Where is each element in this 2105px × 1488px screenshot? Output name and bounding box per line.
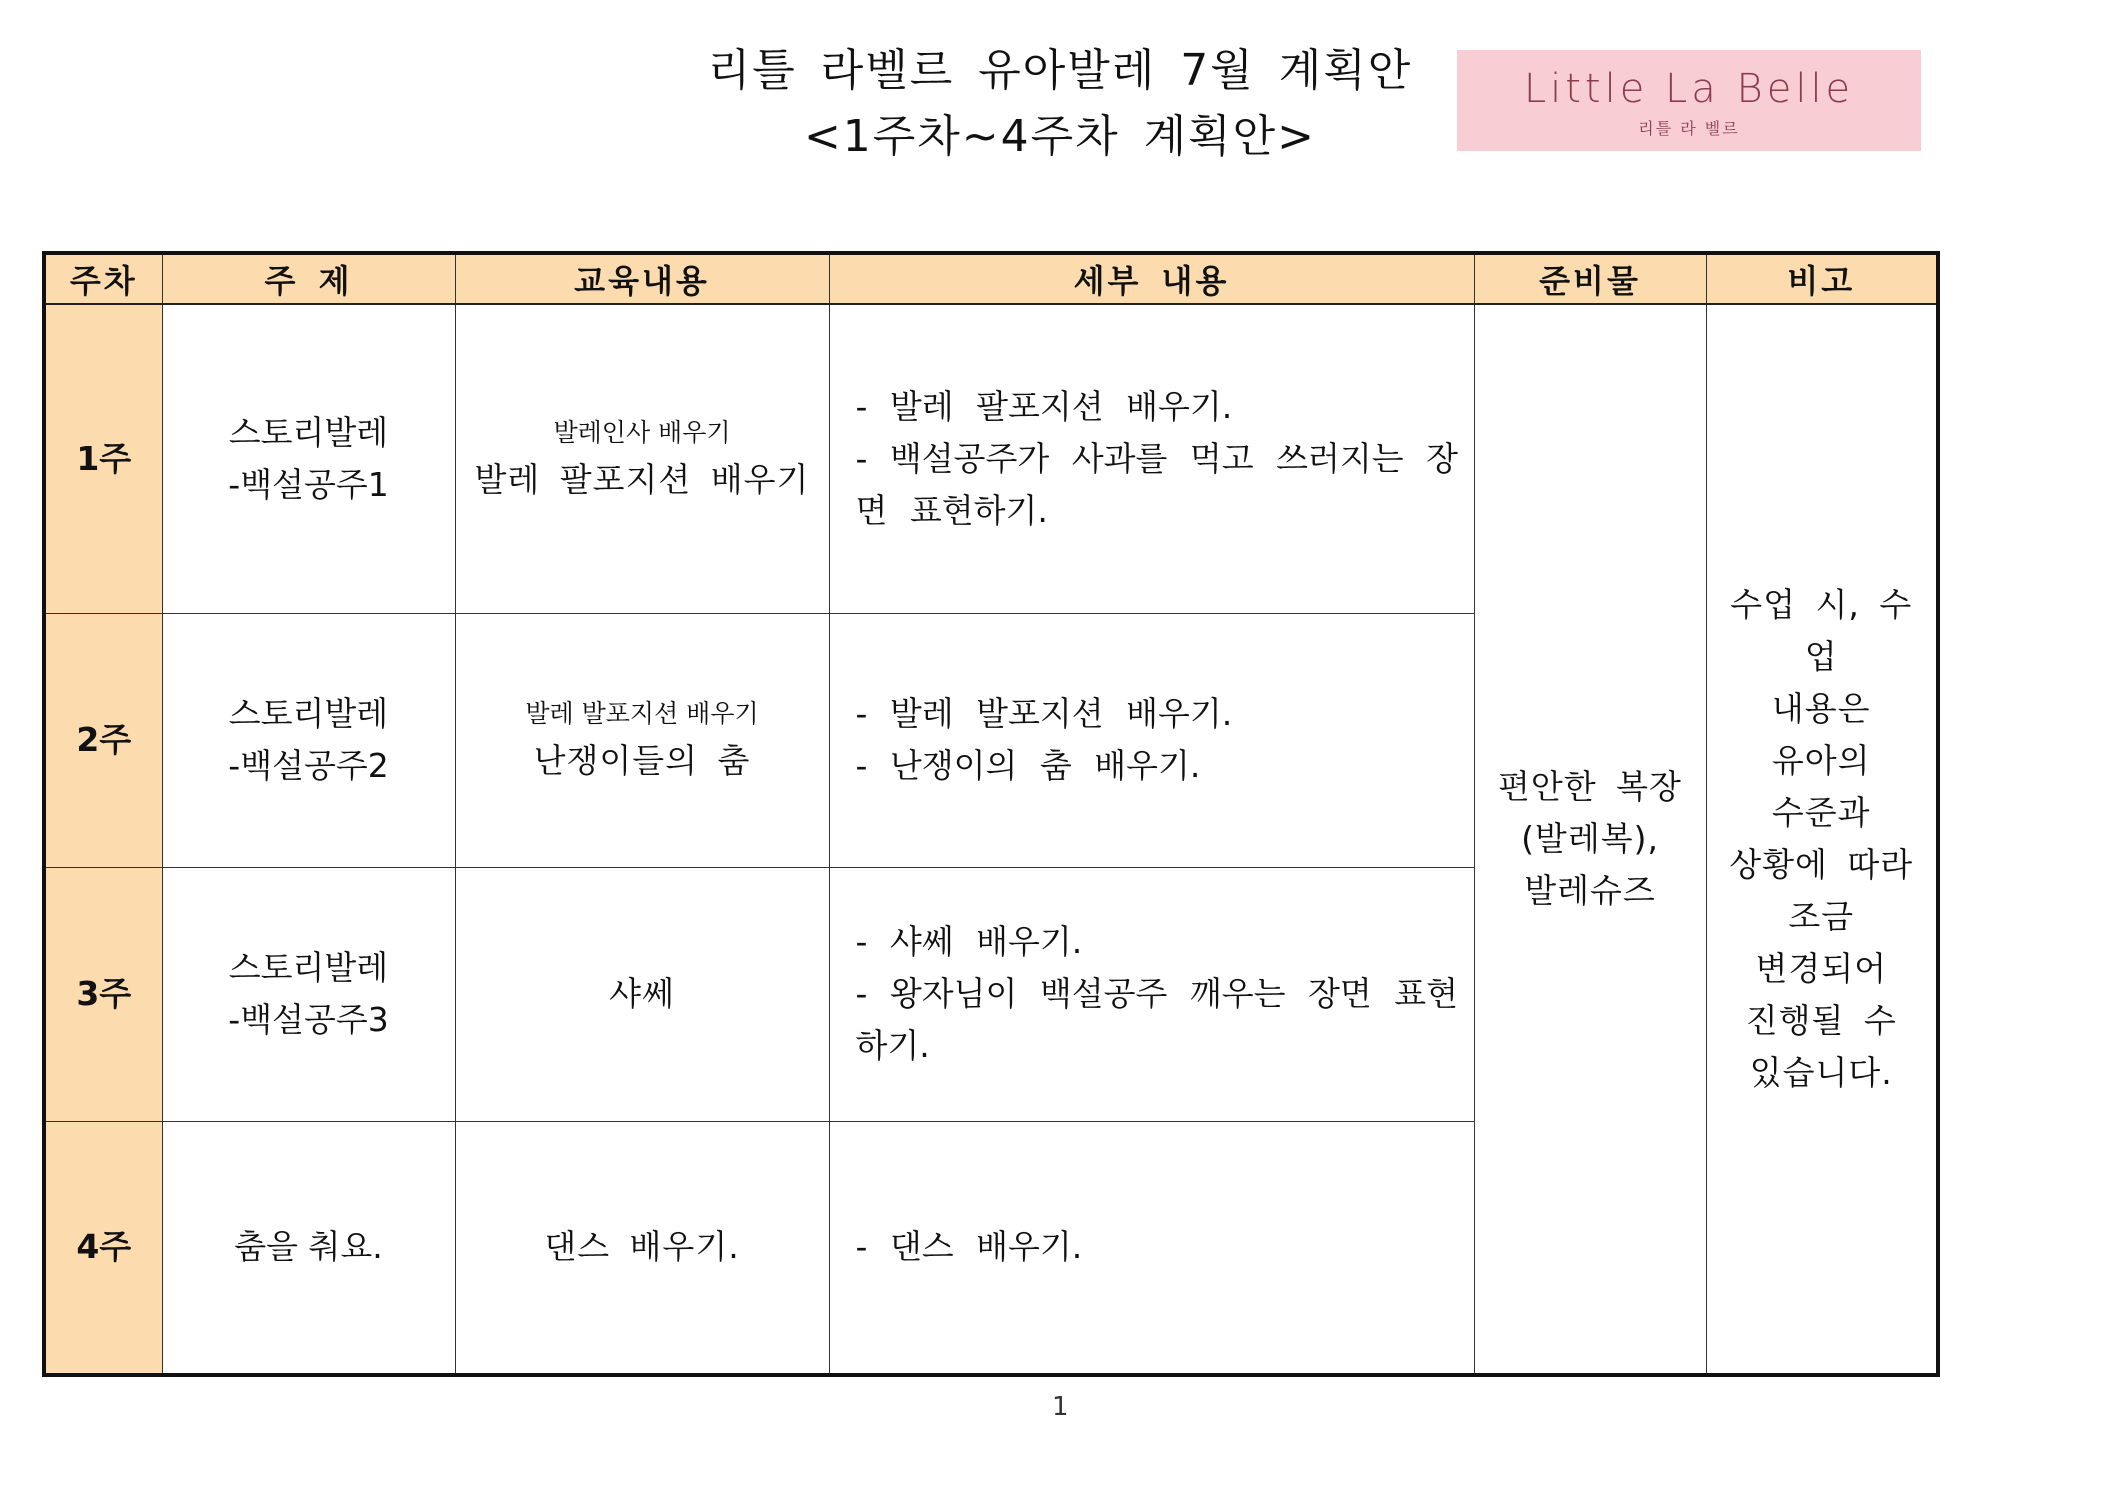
lesson-plan-table bbox=[42, 251, 1940, 1377]
week-cell: 2주 bbox=[44, 613, 162, 867]
title-line-2: <1주차~4주차 계획안> bbox=[803, 111, 1317, 162]
education-cell bbox=[455, 1121, 829, 1375]
logo-subtext: 리틀 라 벨르 bbox=[1638, 119, 1740, 138]
remarks-line-1: 수업 시, 수업 bbox=[1730, 585, 1913, 676]
supplies-line-3: 발레슈즈 bbox=[1524, 871, 1656, 910]
education-cell bbox=[455, 304, 829, 613]
remarks-line-7: 변경되어 bbox=[1755, 949, 1887, 988]
remarks-line-9: 있습니다. bbox=[1749, 1053, 1893, 1092]
page-number: 1 bbox=[1052, 1392, 1069, 1422]
education-sub: 발레 발포지션 배우기 bbox=[525, 699, 759, 728]
education-cell bbox=[455, 613, 829, 867]
topic-line-2: -백설공주3 bbox=[228, 1000, 389, 1039]
brand-logo bbox=[1457, 50, 1921, 151]
header-supplies: 준비물 bbox=[1474, 253, 1706, 304]
remarks-line-3: 유아의 bbox=[1771, 741, 1871, 780]
education-main: 발레 팔포지션 배우기 bbox=[474, 459, 810, 499]
topic-line-2: -백설공주1 bbox=[228, 464, 389, 504]
detail-line-2: - 백설공주가 사과를 먹고 쓰러지는 장면 표현하기. bbox=[855, 438, 1459, 530]
supplies-line-2: (발레복), bbox=[1521, 819, 1659, 858]
education-sub: 발레인사 배우기 bbox=[553, 417, 731, 447]
remarks-line-5: 상황에 따라 bbox=[1729, 845, 1914, 884]
table-header-row bbox=[44, 253, 1938, 304]
detail-line-1: - 샤쎄 배우기. bbox=[855, 922, 1083, 961]
topic-cell bbox=[162, 613, 455, 867]
header-education: 교육내용 bbox=[455, 253, 829, 304]
week-cell: 1주 bbox=[44, 304, 162, 613]
detail-line-1: - 발레 발포지션 배우기. bbox=[855, 694, 1233, 733]
topic-cell bbox=[162, 1121, 455, 1375]
detail-line-2: - 왕자님이 백설공주 깨우는 장면 표현하기. bbox=[855, 974, 1459, 1065]
remarks-line-8: 진행될 수 bbox=[1745, 1001, 1897, 1040]
education-cell bbox=[455, 867, 829, 1121]
detail-cell bbox=[829, 867, 1474, 1121]
education-main: 댄스 배우기. bbox=[544, 1227, 740, 1267]
remarks-cell bbox=[1706, 304, 1938, 1375]
week-cell: 3주 bbox=[44, 867, 162, 1121]
topic-line-1: 춤을 춰요. bbox=[234, 1227, 383, 1267]
topic-line-1: 스토리발레 bbox=[228, 948, 389, 987]
supplies-cell bbox=[1474, 304, 1706, 1375]
detail-cell bbox=[829, 613, 1474, 867]
education-main: 샤쎄 bbox=[609, 974, 675, 1013]
education-main: 난쟁이들의 춤 bbox=[533, 741, 751, 780]
topic-line-1: 스토리발레 bbox=[228, 694, 389, 733]
header-topic: 주 제 bbox=[162, 253, 455, 304]
detail-line-1: - 댄스 배우기. bbox=[855, 1227, 1083, 1267]
document-title bbox=[620, 38, 1500, 170]
week-cell: 4주 bbox=[44, 1121, 162, 1375]
supplies-line-1: 편안한 복장 bbox=[1498, 767, 1682, 806]
detail-cell bbox=[829, 304, 1474, 613]
topic-line-1: 스토리발레 bbox=[228, 412, 389, 452]
topic-cell bbox=[162, 304, 455, 613]
remarks-line-6: 조금 bbox=[1788, 897, 1855, 936]
title-line-1: 리틀 라벨르 유아발레 7월 계획안 bbox=[707, 45, 1413, 96]
detail-cell bbox=[829, 1121, 1474, 1375]
topic-line-2: -백설공주2 bbox=[228, 746, 389, 785]
remarks-line-2: 내용은 bbox=[1771, 689, 1871, 728]
header-details: 세부 내용 bbox=[829, 253, 1474, 304]
header-remarks: 비고 bbox=[1706, 253, 1938, 304]
topic-cell bbox=[162, 867, 455, 1121]
detail-line-2: - 난쟁이의 춤 배우기. bbox=[855, 746, 1201, 785]
logo-text: Little La Belle bbox=[1523, 66, 1855, 112]
remarks-line-4: 수준과 bbox=[1771, 793, 1871, 832]
table-row bbox=[44, 304, 1938, 613]
detail-line-1: - 발레 팔포지션 배우기. bbox=[855, 386, 1233, 426]
header-week: 주차 bbox=[44, 253, 162, 304]
